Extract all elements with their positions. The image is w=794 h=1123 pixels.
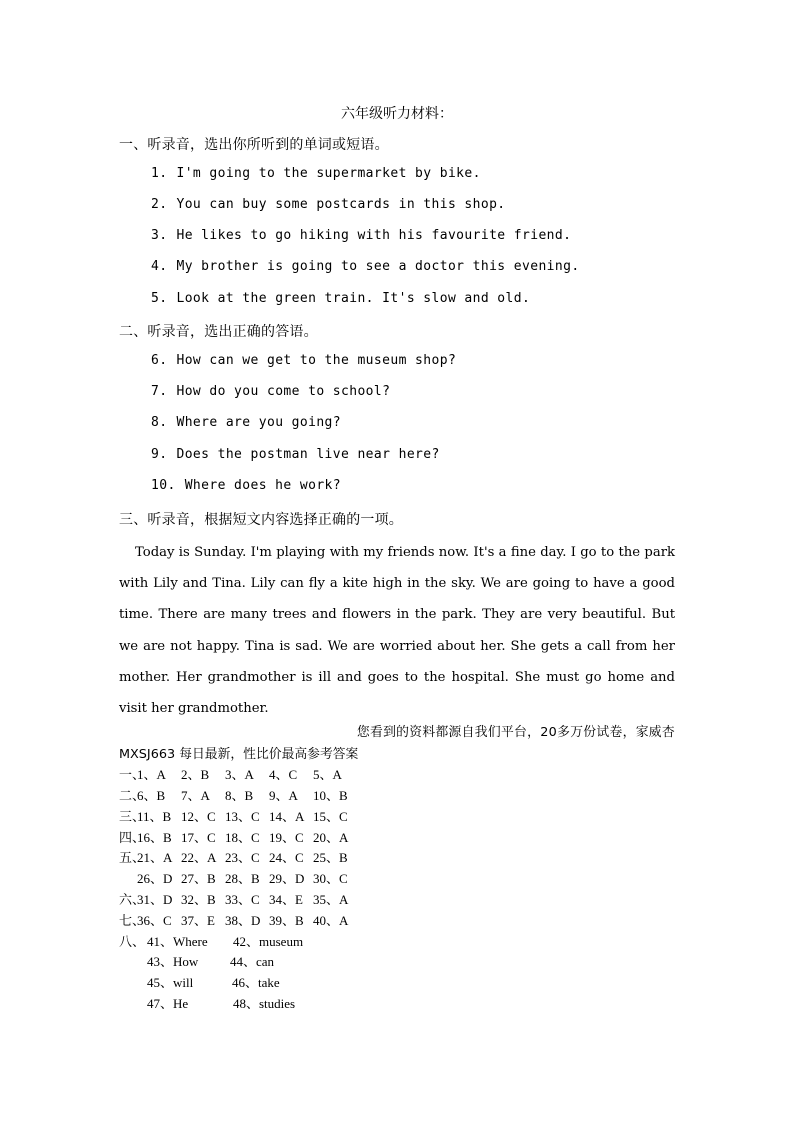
answer-row-label: 四、 xyxy=(119,831,146,846)
answer-entry: 32、B xyxy=(181,892,216,907)
answer-entry: 2、B xyxy=(181,767,210,782)
answer-row-label: 一、 xyxy=(119,768,146,783)
item-number: 1. xyxy=(151,166,168,181)
answer-row-label-8: 八、 xyxy=(119,934,146,949)
listening-item xyxy=(151,478,341,493)
answer-row xyxy=(119,827,357,846)
listening-item xyxy=(151,415,341,430)
item-number: 9. xyxy=(151,447,168,462)
answer-entry: 5、A xyxy=(313,767,342,782)
answer-entry: 16、B xyxy=(137,830,172,845)
answer-entry: 30、C xyxy=(313,871,348,886)
item-number: 5. xyxy=(151,291,168,306)
answer-entry: 17、C xyxy=(181,830,216,845)
answer-entry: 20、A xyxy=(313,830,349,845)
answer-entry: 3、A xyxy=(225,767,254,782)
item-text: How can we get to the museum shop? xyxy=(176,353,457,368)
section-heading-3: 三、听录音，根据短文内容选择正确的一项。 xyxy=(119,512,403,528)
answer-entry: 14、A xyxy=(269,809,305,824)
listening-item xyxy=(151,259,580,274)
answer-row-label: 三、 xyxy=(119,810,146,825)
answer-entry: 26、D xyxy=(137,871,173,886)
answer-entry: 15、C xyxy=(313,809,348,824)
fill-answer: 44、can xyxy=(230,954,275,969)
item-number: 7. xyxy=(151,384,168,399)
item-text: Where are you going? xyxy=(176,415,342,430)
item-text: You can buy some postcards in this shop. xyxy=(176,197,506,212)
answer-entry: 13、C xyxy=(225,809,260,824)
reading-passage: Today is Sunday. I'm playing with my friends now. It's a fine day. I go to the park with Lily and Tina. Lily can fly a kite high in the sky. We are going to have a good time. There are many trees and flowers in the park. They are very beautiful. But we are not happy. Tina is sad. We are worried about her. She gets a call from her mother. Her grandmother is ill and goes to the hospital. She must go home and visit her grandmother. xyxy=(119,545,675,717)
fill-answer: 42、museum xyxy=(233,934,304,949)
answer-entry: 7、A xyxy=(181,788,210,803)
answer-entry: 39、B xyxy=(269,913,304,928)
listening-item xyxy=(151,291,530,306)
answer-entry: 34、E xyxy=(269,892,303,907)
answer-row xyxy=(119,889,357,908)
fill-answer: 47、He xyxy=(147,996,189,1011)
answer-entry: 27、B xyxy=(181,871,216,886)
answer-entry: 28、B xyxy=(225,871,260,886)
listening-item xyxy=(151,228,571,243)
page-title: 六年级听力材料： xyxy=(341,106,453,122)
item-text: Does the postman live near here? xyxy=(176,447,440,462)
fill-answer: 46、take xyxy=(232,975,280,990)
item-number: 3. xyxy=(151,228,168,243)
answer-entry: 9、A xyxy=(269,788,298,803)
answer-entry: 24、C xyxy=(269,850,304,865)
answer-entry: 35、A xyxy=(313,892,349,907)
answer-entry: 37、E xyxy=(181,913,215,928)
item-number: 6. xyxy=(151,353,168,368)
section-heading-2: 二、听录音，选出正确的答语。 xyxy=(119,324,318,340)
answer-entry: 25、B xyxy=(313,850,348,865)
answer-entry: 38、D xyxy=(225,913,261,928)
fill-answer: 45、will xyxy=(147,975,194,990)
promo-line-1: 您看到的资料都源自我们平台，20多万份试卷，家威杏 xyxy=(356,725,675,740)
fill-answer: 43、How xyxy=(147,954,199,969)
item-number: 4. xyxy=(151,259,168,274)
listening-item xyxy=(151,384,390,399)
answer-row-label: 二、 xyxy=(119,789,146,804)
fill-answer: 41、Where xyxy=(147,934,208,949)
item-number: 2. xyxy=(151,197,168,212)
item-text: I'm going to the supermarket by bike. xyxy=(176,166,481,181)
listening-item xyxy=(151,166,481,181)
item-text: My brother is going to see a doctor this evening. xyxy=(176,259,580,274)
answer-entry: 19、C xyxy=(269,830,304,845)
answer-entry: 18、C xyxy=(225,830,260,845)
answer-entry: 22、A xyxy=(181,850,217,865)
answer-entry: 29、D xyxy=(269,871,305,886)
answer-entry: 23、C xyxy=(225,850,260,865)
answer-entry: 6、B xyxy=(137,788,166,803)
answer-row-label: 五、 xyxy=(119,851,146,866)
answer-entry: 21、A xyxy=(137,850,173,865)
listening-item xyxy=(151,353,456,368)
answer-row xyxy=(119,785,357,804)
answer-entry: 33、C xyxy=(225,892,260,907)
answer-entry: 11、B xyxy=(137,809,172,824)
item-text: He likes to go hiking with his favourite friend. xyxy=(176,228,572,243)
listening-item xyxy=(151,447,440,462)
answer-entry: 10、B xyxy=(313,788,348,803)
answer-entry: 40、A xyxy=(313,913,349,928)
listening-item xyxy=(151,197,506,212)
answer-row xyxy=(119,868,357,887)
item-text: Where does he work? xyxy=(184,478,341,493)
answer-row xyxy=(119,764,357,783)
promo-line-2: MXSJ663 每日最新，性比价最高参考答案 xyxy=(119,747,359,762)
answer-entry: 36、C xyxy=(137,913,172,928)
item-text: How do you come to school? xyxy=(176,384,391,399)
section-heading-1: 一、听录音，选出你所听到的单词或短语。 xyxy=(119,137,389,153)
item-number: 10. xyxy=(151,478,176,493)
item-number: 8. xyxy=(151,415,168,430)
answer-entry: 12、C xyxy=(181,809,216,824)
fill-answer: 48、studies xyxy=(233,996,296,1011)
answer-row-label: 七、 xyxy=(119,914,146,929)
answer-row xyxy=(119,910,357,929)
answer-entry: 4、C xyxy=(269,767,298,782)
answer-row xyxy=(119,806,357,825)
answer-entry: 31、D xyxy=(137,892,173,907)
answer-row-label: 六、 xyxy=(119,893,146,908)
answer-entry: 1、A xyxy=(137,767,166,782)
answer-row xyxy=(119,847,357,866)
item-text: Look at the green train. It's slow and old. xyxy=(176,291,531,306)
answer-entry: 8、B xyxy=(225,788,254,803)
